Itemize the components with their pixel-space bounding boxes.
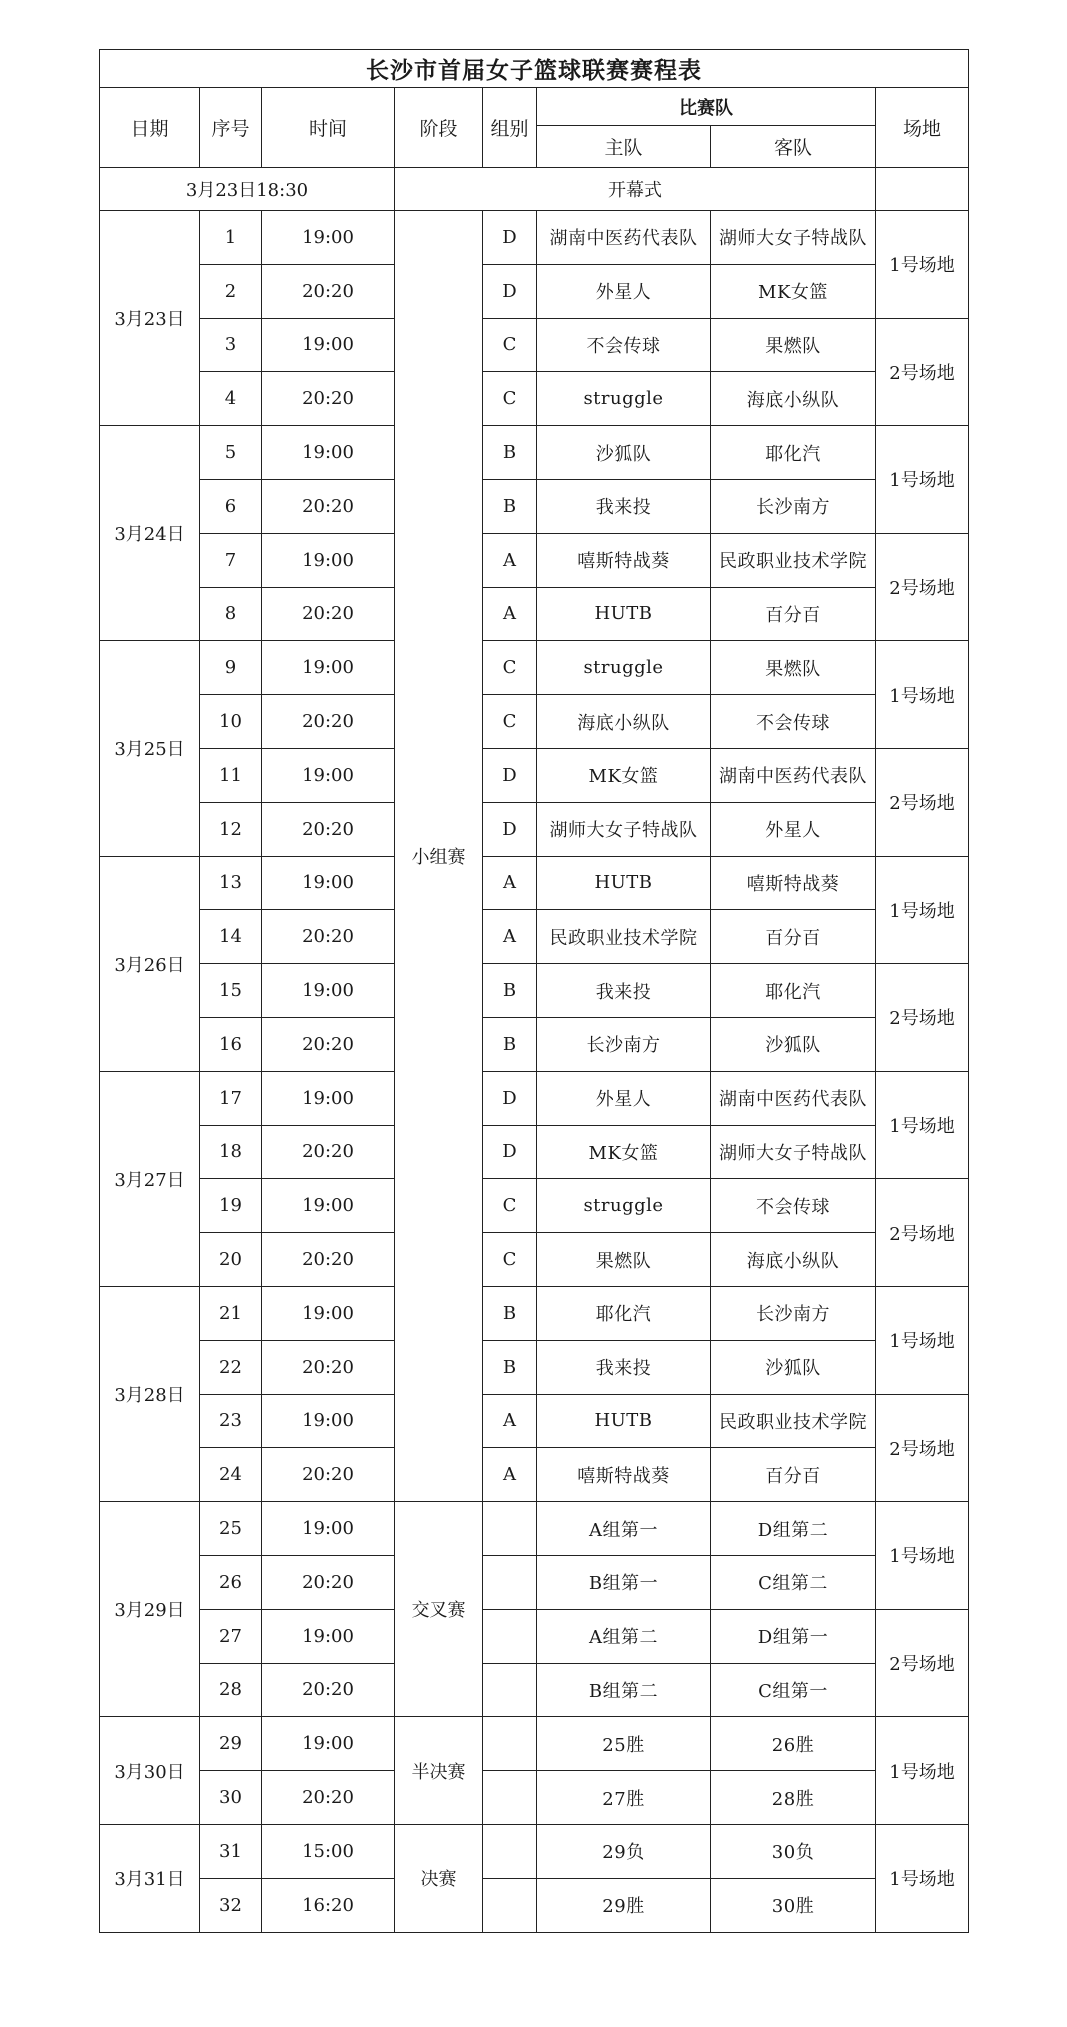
home-team-cell: 嘻斯特战葵 bbox=[537, 1448, 711, 1502]
header-away: 客队 bbox=[711, 126, 876, 168]
time-cell: 20:20 bbox=[262, 1771, 395, 1825]
away-team-cell: D组第一 bbox=[711, 1609, 876, 1663]
time-cell: 15:00 bbox=[262, 1824, 395, 1878]
seq-cell: 16 bbox=[200, 1017, 262, 1071]
home-team-cell: A组第一 bbox=[537, 1502, 711, 1556]
group-cell: C bbox=[483, 318, 537, 372]
table-row bbox=[100, 372, 969, 426]
venue-cell: 1号场地 bbox=[876, 211, 969, 319]
date-cell: 3月27日 bbox=[100, 1071, 200, 1286]
stage-cell: 交叉赛 bbox=[395, 1502, 483, 1717]
time-cell: 20:20 bbox=[262, 802, 395, 856]
date-cell: 3月28日 bbox=[100, 1286, 200, 1501]
date-cell: 3月26日 bbox=[100, 856, 200, 1071]
table-row bbox=[100, 426, 969, 480]
away-team-cell: 海底小纵队 bbox=[711, 372, 876, 426]
away-team-cell: 百分百 bbox=[711, 910, 876, 964]
seq-cell: 10 bbox=[200, 695, 262, 749]
table-row bbox=[100, 1233, 969, 1287]
home-team-cell: 29负 bbox=[537, 1824, 711, 1878]
time-cell: 19:00 bbox=[262, 1179, 395, 1233]
seq-cell: 4 bbox=[200, 372, 262, 426]
group-cell: D bbox=[483, 264, 537, 318]
stage-cell: 半决赛 bbox=[395, 1717, 483, 1825]
time-cell: 20:20 bbox=[262, 264, 395, 318]
group-cell: D bbox=[483, 748, 537, 802]
seq-cell: 31 bbox=[200, 1824, 262, 1878]
group-cell: C bbox=[483, 641, 537, 695]
away-team-cell: 民政职业技术学院 bbox=[711, 533, 876, 587]
away-team-cell: 不会传球 bbox=[711, 695, 876, 749]
date-cell: 3月23日 bbox=[100, 211, 200, 426]
page-title: 长沙市首届女子篮球联赛赛程表 bbox=[100, 50, 969, 88]
seq-cell: 13 bbox=[200, 856, 262, 910]
away-team-cell: 百分百 bbox=[711, 587, 876, 641]
seq-cell: 29 bbox=[200, 1717, 262, 1771]
seq-cell: 3 bbox=[200, 318, 262, 372]
group-cell: A bbox=[483, 587, 537, 641]
away-team-cell: 长沙南方 bbox=[711, 1286, 876, 1340]
venue-cell: 2号场地 bbox=[876, 1179, 969, 1287]
opening-label: 开幕式 bbox=[395, 168, 876, 211]
home-team-cell: B组第一 bbox=[537, 1555, 711, 1609]
table-row bbox=[100, 641, 969, 695]
away-team-cell: 民政职业技术学院 bbox=[711, 1394, 876, 1448]
time-cell: 20:20 bbox=[262, 1125, 395, 1179]
home-team-cell: HUTB bbox=[537, 1394, 711, 1448]
seq-cell: 21 bbox=[200, 1286, 262, 1340]
away-team-cell: 26胜 bbox=[711, 1717, 876, 1771]
table-row bbox=[100, 1286, 969, 1340]
time-cell: 19:00 bbox=[262, 1071, 395, 1125]
group-cell: C bbox=[483, 695, 537, 749]
time-cell: 20:20 bbox=[262, 1340, 395, 1394]
away-team-cell: 30负 bbox=[711, 1824, 876, 1878]
away-team-cell: 湖南中医药代表队 bbox=[711, 1071, 876, 1125]
seq-cell: 23 bbox=[200, 1394, 262, 1448]
time-cell: 20:20 bbox=[262, 479, 395, 533]
home-team-cell: 外星人 bbox=[537, 264, 711, 318]
seq-cell: 18 bbox=[200, 1125, 262, 1179]
time-cell: 20:20 bbox=[262, 910, 395, 964]
group-cell: B bbox=[483, 1340, 537, 1394]
home-team-cell: struggle bbox=[537, 641, 711, 695]
group-cell: D bbox=[483, 802, 537, 856]
seq-cell: 28 bbox=[200, 1663, 262, 1717]
time-cell: 19:00 bbox=[262, 1609, 395, 1663]
time-cell: 20:20 bbox=[262, 1555, 395, 1609]
home-team-cell: HUTB bbox=[537, 856, 711, 910]
table-row bbox=[100, 533, 969, 587]
away-team-cell: 湖南中医药代表队 bbox=[711, 748, 876, 802]
table-row bbox=[100, 1663, 969, 1717]
table-row bbox=[100, 964, 969, 1018]
home-team-cell: 长沙南方 bbox=[537, 1017, 711, 1071]
group-cell: B bbox=[483, 1017, 537, 1071]
home-team-cell: MK女篮 bbox=[537, 748, 711, 802]
header-group: 组别 bbox=[483, 88, 537, 168]
header-home: 主队 bbox=[537, 126, 711, 168]
time-cell: 20:20 bbox=[262, 372, 395, 426]
group-cell bbox=[483, 1824, 537, 1878]
venue-cell: 2号场地 bbox=[876, 964, 969, 1072]
seq-cell: 26 bbox=[200, 1555, 262, 1609]
group-cell bbox=[483, 1717, 537, 1771]
venue-cell: 1号场地 bbox=[876, 1286, 969, 1394]
seq-cell: 24 bbox=[200, 1448, 262, 1502]
away-team-cell: 湖师大女子特战队 bbox=[711, 1125, 876, 1179]
table-row bbox=[100, 479, 969, 533]
table-row bbox=[100, 211, 969, 265]
away-team-cell: 嘻斯特战葵 bbox=[711, 856, 876, 910]
away-team-cell: 长沙南方 bbox=[711, 479, 876, 533]
table-row bbox=[100, 695, 969, 749]
venue-cell: 2号场地 bbox=[876, 1394, 969, 1502]
stage-cell: 小组赛 bbox=[395, 211, 483, 1502]
seq-cell: 5 bbox=[200, 426, 262, 480]
group-cell bbox=[483, 1609, 537, 1663]
time-cell: 20:20 bbox=[262, 1448, 395, 1502]
stage-cell: 决赛 bbox=[395, 1824, 483, 1932]
time-cell: 19:00 bbox=[262, 426, 395, 480]
table-row bbox=[100, 748, 969, 802]
home-team-cell: 湖师大女子特战队 bbox=[537, 802, 711, 856]
opening-datetime: 3月23日18:30 bbox=[100, 168, 395, 211]
seq-cell: 15 bbox=[200, 964, 262, 1018]
home-team-cell: 我来投 bbox=[537, 964, 711, 1018]
time-cell: 20:20 bbox=[262, 695, 395, 749]
group-cell: C bbox=[483, 1233, 537, 1287]
time-cell: 19:00 bbox=[262, 318, 395, 372]
table-row bbox=[100, 1771, 969, 1825]
group-cell: A bbox=[483, 910, 537, 964]
away-team-cell: 30胜 bbox=[711, 1878, 876, 1932]
seq-cell: 19 bbox=[200, 1179, 262, 1233]
seq-cell: 14 bbox=[200, 910, 262, 964]
seq-cell: 30 bbox=[200, 1771, 262, 1825]
seq-cell: 17 bbox=[200, 1071, 262, 1125]
table-row bbox=[100, 1555, 969, 1609]
group-cell: C bbox=[483, 1179, 537, 1233]
group-cell: B bbox=[483, 1286, 537, 1340]
time-cell: 20:20 bbox=[262, 587, 395, 641]
header-seq: 序号 bbox=[200, 88, 262, 168]
time-cell: 19:00 bbox=[262, 533, 395, 587]
table-row bbox=[100, 1071, 969, 1125]
seq-cell: 1 bbox=[200, 211, 262, 265]
time-cell: 19:00 bbox=[262, 964, 395, 1018]
away-team-cell: 沙狐队 bbox=[711, 1340, 876, 1394]
away-team-cell: 外星人 bbox=[711, 802, 876, 856]
venue-cell: 1号场地 bbox=[876, 1824, 969, 1932]
time-cell: 20:20 bbox=[262, 1233, 395, 1287]
seq-cell: 20 bbox=[200, 1233, 262, 1287]
away-team-cell: 耶化汽 bbox=[711, 426, 876, 480]
table-row bbox=[100, 1878, 969, 1932]
away-team-cell: D组第二 bbox=[711, 1502, 876, 1556]
group-cell: B bbox=[483, 964, 537, 1018]
group-cell: B bbox=[483, 426, 537, 480]
opening-venue bbox=[876, 168, 969, 211]
group-cell bbox=[483, 1502, 537, 1556]
home-team-cell: A组第二 bbox=[537, 1609, 711, 1663]
group-cell: D bbox=[483, 211, 537, 265]
table-row bbox=[100, 264, 969, 318]
table-row bbox=[100, 802, 969, 856]
away-team-cell: C组第二 bbox=[711, 1555, 876, 1609]
venue-cell: 1号场地 bbox=[876, 1071, 969, 1179]
table-row bbox=[100, 1502, 969, 1556]
home-team-cell: 海底小纵队 bbox=[537, 695, 711, 749]
home-team-cell: HUTB bbox=[537, 587, 711, 641]
header-venue: 场地 bbox=[876, 88, 969, 168]
away-team-cell: 不会传球 bbox=[711, 1179, 876, 1233]
seq-cell: 12 bbox=[200, 802, 262, 856]
time-cell: 19:00 bbox=[262, 1502, 395, 1556]
home-team-cell: 25胜 bbox=[537, 1717, 711, 1771]
table-row bbox=[100, 587, 969, 641]
venue-cell: 1号场地 bbox=[876, 426, 969, 534]
home-team-cell: B组第二 bbox=[537, 1663, 711, 1717]
home-team-cell: 不会传球 bbox=[537, 318, 711, 372]
venue-cell: 2号场地 bbox=[876, 1609, 969, 1717]
away-team-cell: 沙狐队 bbox=[711, 1017, 876, 1071]
time-cell: 19:00 bbox=[262, 748, 395, 802]
seq-cell: 7 bbox=[200, 533, 262, 587]
group-cell: C bbox=[483, 372, 537, 426]
seq-cell: 25 bbox=[200, 1502, 262, 1556]
time-cell: 20:20 bbox=[262, 1017, 395, 1071]
table-row bbox=[100, 1017, 969, 1071]
schedule-table bbox=[99, 49, 969, 1933]
table-row bbox=[100, 1448, 969, 1502]
time-cell: 20:20 bbox=[262, 1663, 395, 1717]
seq-cell: 22 bbox=[200, 1340, 262, 1394]
group-cell: A bbox=[483, 856, 537, 910]
home-team-cell: 湖南中医药代表队 bbox=[537, 211, 711, 265]
group-cell: D bbox=[483, 1071, 537, 1125]
group-cell bbox=[483, 1771, 537, 1825]
header-stage: 阶段 bbox=[395, 88, 483, 168]
header-time: 时间 bbox=[262, 88, 395, 168]
group-cell: B bbox=[483, 479, 537, 533]
home-team-cell: 我来投 bbox=[537, 479, 711, 533]
home-team-cell: 29胜 bbox=[537, 1878, 711, 1932]
table-row bbox=[100, 1609, 969, 1663]
venue-cell: 2号场地 bbox=[876, 748, 969, 856]
table-row bbox=[100, 318, 969, 372]
group-cell bbox=[483, 1663, 537, 1717]
date-cell: 3月25日 bbox=[100, 641, 200, 856]
table-row bbox=[100, 1394, 969, 1448]
away-team-cell: MK女篮 bbox=[711, 264, 876, 318]
header-teams: 比赛队 bbox=[537, 88, 876, 126]
time-cell: 19:00 bbox=[262, 1717, 395, 1771]
table-row bbox=[100, 1179, 969, 1233]
seq-cell: 32 bbox=[200, 1878, 262, 1932]
home-team-cell: 果燃队 bbox=[537, 1233, 711, 1287]
group-cell: A bbox=[483, 533, 537, 587]
group-cell bbox=[483, 1878, 537, 1932]
venue-cell: 1号场地 bbox=[876, 1717, 969, 1825]
date-cell: 3月29日 bbox=[100, 1502, 200, 1717]
seq-cell: 27 bbox=[200, 1609, 262, 1663]
group-cell: A bbox=[483, 1448, 537, 1502]
home-team-cell: 沙狐队 bbox=[537, 426, 711, 480]
venue-cell: 1号场地 bbox=[876, 1502, 969, 1610]
venue-cell: 1号场地 bbox=[876, 856, 969, 964]
home-team-cell: 我来投 bbox=[537, 1340, 711, 1394]
away-team-cell: 28胜 bbox=[711, 1771, 876, 1825]
time-cell: 19:00 bbox=[262, 1394, 395, 1448]
away-team-cell: 海底小纵队 bbox=[711, 1233, 876, 1287]
home-team-cell: MK女篮 bbox=[537, 1125, 711, 1179]
time-cell: 19:00 bbox=[262, 1286, 395, 1340]
seq-cell: 6 bbox=[200, 479, 262, 533]
away-team-cell: 耶化汽 bbox=[711, 964, 876, 1018]
away-team-cell: 果燃队 bbox=[711, 318, 876, 372]
home-team-cell: struggle bbox=[537, 372, 711, 426]
date-cell: 3月24日 bbox=[100, 426, 200, 641]
table-row bbox=[100, 1125, 969, 1179]
time-cell: 19:00 bbox=[262, 211, 395, 265]
away-team-cell: C组第一 bbox=[711, 1663, 876, 1717]
home-team-cell: 民政职业技术学院 bbox=[537, 910, 711, 964]
table-row bbox=[100, 910, 969, 964]
venue-cell: 2号场地 bbox=[876, 318, 969, 426]
home-team-cell: 耶化汽 bbox=[537, 1286, 711, 1340]
header-date: 日期 bbox=[100, 88, 200, 168]
away-team-cell: 百分百 bbox=[711, 1448, 876, 1502]
table-row bbox=[100, 856, 969, 910]
venue-cell: 2号场地 bbox=[876, 533, 969, 641]
seq-cell: 11 bbox=[200, 748, 262, 802]
home-team-cell: 嘻斯特战葵 bbox=[537, 533, 711, 587]
group-cell bbox=[483, 1555, 537, 1609]
away-team-cell: 果燃队 bbox=[711, 641, 876, 695]
venue-cell: 1号场地 bbox=[876, 641, 969, 749]
home-team-cell: 外星人 bbox=[537, 1071, 711, 1125]
seq-cell: 8 bbox=[200, 587, 262, 641]
group-cell: A bbox=[483, 1394, 537, 1448]
home-team-cell: struggle bbox=[537, 1179, 711, 1233]
time-cell: 16:20 bbox=[262, 1878, 395, 1932]
table-row bbox=[100, 1340, 969, 1394]
time-cell: 19:00 bbox=[262, 856, 395, 910]
time-cell: 19:00 bbox=[262, 641, 395, 695]
home-team-cell: 27胜 bbox=[537, 1771, 711, 1825]
seq-cell: 9 bbox=[200, 641, 262, 695]
table-row bbox=[100, 1717, 969, 1771]
away-team-cell: 湖师大女子特战队 bbox=[711, 211, 876, 265]
table-row bbox=[100, 1824, 969, 1878]
group-cell: D bbox=[483, 1125, 537, 1179]
seq-cell: 2 bbox=[200, 264, 262, 318]
date-cell: 3月30日 bbox=[100, 1717, 200, 1825]
date-cell: 3月31日 bbox=[100, 1824, 200, 1932]
